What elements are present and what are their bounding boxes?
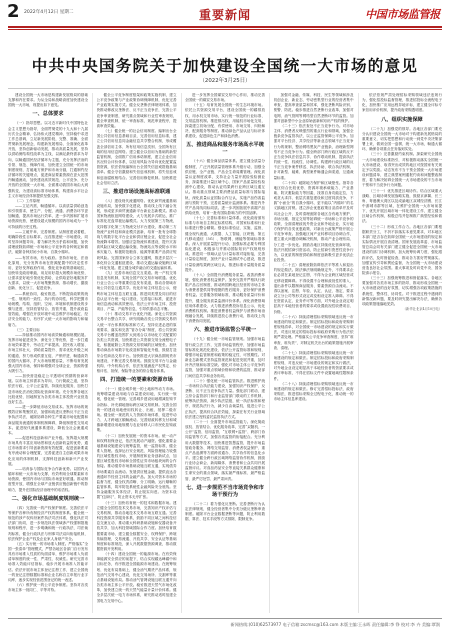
text-column bbox=[274, 93, 354, 613]
article-headline: 中共中央国务院关于加快建设全国统一大市场的意见 bbox=[31, 57, 419, 75]
paragraph: （三十）完善激励约束机制。探索研究全国统一大市场建设标准指引，对积极推动落实全国统一大市场建设、取得突出成效的地区可按国家有关规定予以奖励。动态发布不当干预全国统一大市场建设问题清单，建立典型案例通报约谈和问题整改制度，着力解决妨碍全国统一大市场建设的不当市场干预和不当竞争行为问题。 bbox=[362, 152, 442, 188]
masthead-rule bbox=[8, 26, 442, 28]
paragraph: （二十八）持续清理招标采购领域违反统一市场建设的规定和做法。修订完善招标投标法、政府采购法，推进招标采购全过程电子化，推动统一的市场主体信息库建设。 bbox=[273, 381, 354, 402]
paragraph: 健全公平竞争制度框架和政策实施机制，建立公平竞争政策与产业政策协调保障机制，优化完善产业政策实施方式。健全反垄断法律规则体系，加快推动修改反垄断法、反不正当竞争法，完善公平竞争审查制度，研究重点领域和行业性审查规则，健全审查机制，统一审查标准，规范审查程序，提高审查效能。 bbox=[96, 93, 177, 128]
column-divider bbox=[181, 93, 182, 613]
paragraph: （十五）培育发展全国统一的生态环境市场。依托公共资源交易平台，建设全国统一的碳排放权、用水权交易市场，实行统一规范的行业标准、交易监管机制。推进排污权、用能权市场化交易，探索建立初始分配、有偿使用、市场交易、纠纷解决、配套服务等制度。推动绿色产品认证与标识体系建设，促进绿色生产和绿色消费。 bbox=[185, 103, 265, 139]
headline-divider bbox=[8, 88, 442, 89]
section-heading: 三、推进市场设施高标准联通 bbox=[102, 188, 171, 195]
paragraph: ——培育参与国际竞争合作新优势。以国内大循环和统一大市场为支撑，有效利用全球要素和市场资源，使国内市场与国际市场更好联通。推动制度型开放，增强在全球产业链供应链创新链中的影响力，提升在国际经济治理中的话语权。 bbox=[8, 466, 88, 492]
column-divider bbox=[92, 93, 93, 613]
section-heading: 七、进一步规范不当市场竞争和市场干预行为 bbox=[186, 484, 264, 498]
paragraph: ——促进科技创新和产业升级。发挥超大规模市场具有丰富应用场景和放大创新收益的优势，通过市场需求引导创新资源有效配置，促进创新要素有序流动和合理配置，完善促进自主创新成果市场化应用的体制机制，支撑科技创新和新兴产业发展。 bbox=[8, 436, 88, 466]
paragraph: （一）指导思想。以习近平新时代中国特色社会主义思想为指导，全面贯彻党的十九大和十九届历次全会精神，弘扬伟大建党精神，坚持稳中求进工作总基调，立足新发展阶段，完整、准确、全面贯彻新发展理念，构建新发展格局，全面深化改革开放，坚持创新驱动发展，推动高质量发展，坚持以供给侧结构性改革为主线，以满足最终需求为导向，以畅通国民经济循环为主题，充分发挥法治的引领、规范、保障作用，加快建立全国统一的市场制度规则，打破地方保护和市场分割，打通制约经济循环的关键堵点，促进商品要素资源在更大范围内畅通流动，加快建设高效规范、公平竞争、充分开放的全国统一大市场，全面推动我国市场由大到强转变，为建设高标准市场体系、构建高水平社会主义市场经济体制提供坚强支撑。 bbox=[8, 121, 88, 198]
section-heading: 八、组织实施保障 bbox=[381, 116, 423, 123]
paragraph: （二十二）着力强化反垄断。完善垄断行为认定法律规则，健全经营者集中分类分级反垄断审查制度。破除平台企业数据垄断等问题，防止利用数据、算法、技术手段等方式排除、限制竞争。 bbox=[185, 501, 265, 522]
section-heading: 六、推进市场监管公平统一 bbox=[193, 327, 257, 334]
page-number: 2 bbox=[7, 1, 20, 22]
article-body bbox=[8, 93, 442, 613]
paragraph: （二十五）清理废除妨碍依法平等准入和退出的规定做法。除法律法规明确规定外，不得要求企业必须在某地登记注册，不得为企业跨区域经营或迁移设置障碍。不得设置不合理和歧视性的准入、退出条件以限制商品服务、要素资源自由流动。不得以备案、注册、年检、认定、认证、指定、要求设立分公司等形式设定或变相设定准入障碍。不得在资质认定、业务许可等方面，对外地企业设定明显高于本地经营者的要求或设置歧视性收费项目、价格。 bbox=[273, 263, 354, 314]
section-heading: 四、打造统一的要素和资源市场 bbox=[100, 377, 173, 384]
paragraph: （二十七）持续清理招标采购领域违反统一市场建设的规定和做法。制定招标投标和政府采购制度规则，对违反统一市场建设的规定和实行做法，对外地企业设定明显高于本地经营者的资质要求或者评审标准，不得在招标文件中设置地域性限制条件。 bbox=[273, 350, 354, 381]
paragraph: （三十一）优先推进区域协作。结合区域重大战略、区域协调发展战略实施，鼓励京津冀、长三角、粤港澳大湾区以及成渝地区双城经济圈、长江中游城市群等区域，在维护全国统一大市场前提下，优先开展区域市场一体化建设工作，建立健全区域合作机制，积极总结并复制推广典型经验和做法。 bbox=[362, 188, 442, 224]
paragraph: （二十三）依法查处不正当竞争行为。对市场主体、消费者反映强烈的重点行业和领域，加强全链条竞争监管执法，以公正监管保障公平竞争。加强对平台经济、共享经济等新业态领域不正当竞争行为的规制，整治网络黑灰产业链条，治理新型网络不正当竞争行为。健全跨部门跨行政区域的反不正当竞争执法信息共享、协作联动机制，提高执法的统一性、权威性、协调性。构建跨行政区域的反不正当竞争案件移送、执法协助、联合执法机制，针对新型、疑难、典型案件畅通会商渠道、互通裁量标准。 bbox=[273, 123, 354, 180]
source-note: （新华社北京4月10日电） bbox=[402, 307, 442, 312]
text-column bbox=[8, 93, 88, 613]
paragraph: （二十）强化统一市场监管执法。推进维护统一市场综合执法能力建设，加强知识产权保护、反垄断、反不正当竞争执法力量。强化部门联动，建立综合监管部门和行业监管部门联动的工作机制，统筹执法资源，减少执法层级，统一执法标准和程序，规范执法行为，减少自由裁量权，促进公平公正执法，提高综合执法效能，探索在有关行业领域依法建立授权委托监管执法方式。 bbox=[185, 378, 265, 419]
page-footer: 新闻热线:(010)62573977 电子信箱:zscmsc@163.com 本版主编:王永晖 责任编辑:李 铮 校对:李 卉 美编:覃润 bbox=[230, 622, 440, 627]
section-heading: 二、强化市场基础制度规则统一 bbox=[11, 495, 85, 502]
paragraph: （三）主要目标 bbox=[15, 327, 40, 332]
section-heading: 一、总体要求 bbox=[32, 111, 64, 118]
paragraph: ——进一步降低市场交易成本。发挥市场的规模效应和集聚效应，加强和改进反垄断反不正当竞争执法司法，破除妨碍各种生产要素市场化配置和商品服务流通的体制机制障碍，降低制度性交易成本。促进现代流通体系建设，降低全社会流通成本。 bbox=[8, 405, 88, 435]
paragraph: （九）完善市场信息交互渠道。统一产权交易信息发布机制，实现全国产权交易市场联通。优化行业公告公示等重要信息发布渠道，推动各领域市场公共信息互通共享。优化市场主体信息公示，便利市场主体信息互联互通。推进同类型及同目的信息认证平台统一接口建设，完善接口标准，促进市场信息流动和高效使用。依法公开市场主体、投资项目、产量、产能等信息，引导供需动态平衡。 bbox=[96, 271, 177, 312]
text-column bbox=[362, 93, 442, 613]
issue-date: 2022年4月12日 星期二 bbox=[24, 10, 74, 15]
paragraph: （四）完善统一的产权保护制度。完善依法平等保护各种所有制经济产权的制度体系。健全统一规范的涉产权纠纷案件执法司法体系，强化执法司法部门协同，进一步规范执法领域涉产权强制措施规则和程序，进一步明确和统一行政执法、司法裁判标准，健全行政执法与刑事司法双向衔接机制，依法保护企业产权及企业家人身财产安全。 bbox=[8, 505, 88, 541]
masthead bbox=[0, 0, 450, 30]
paragraph: （十二）加快发展统一的资本市场。统一动产和权利担保登记，依法发展动产融资。强化重要金融基础设施建设与统筹监管，统一监管标准，健全准入管理。选择运行安全规范、风险管理能力较强的区域性股权市场，开展制度和业务创新试点，加强区域性股权市场和全国性证券市场板块间的合作衔接。推动债券市场基础设施互联互通，实现债券市场要素自由流动。发展供应链金融，提供直达各流通环节经营主体的金融产品。加大对资本市场的监督力度，健全权责清晰、分工明确、运行顺畅的监管体系，筑牢防范系统性金融风险安全底线。坚持金融服务实体经济，防止脱实向虚。为资本设置“红绿灯”，防止资本无序扩张。 bbox=[96, 433, 177, 500]
footer-rule bbox=[8, 618, 442, 619]
paragraph: ——加快营造稳定公平透明可预期的营商环境。以市场主体需求为导向，力行简政之道，坚持依法行政，公平公正监管，持续优化服务，加快打造市场化法治化国际化营商环境。充分发挥各地区比较优势，因地制宜为各类市场主体投资兴业营造良好生态。 bbox=[8, 374, 88, 404]
paragraph: （二）工作原理 bbox=[15, 198, 40, 203]
text-column bbox=[97, 93, 177, 613]
paragraph: （二十一）全面提升市场监管能力。深化简政放权、放管结合、优化服务改革，完善“双随机、一公开”监管、信用监管、“互联网+监管”、跨部门协同监管等方式，加强各类监管的衔接配合。充分利用大数据等技术，加快推进智慧监管，提升市场监管政务服务、网络交易监管、消费者权益保护、重点产品追溯等方面跨省通办、共享协作的信息化水平。建立健全跨行政区域网络监管协作机制，鼓励行业协会商会、新闻媒体、消费者和公众共同开展监督评议。对食品药品安全等直接关系群众健康和生命安全的重点领域，落实最严谨标准、最严格监管、最严厉处罚、最严肃问责。 bbox=[185, 419, 265, 481]
paragraph: （五）实行统一的市场准入制度。严格落实“全国一张清单”管理模式，严禁各地区各部门自行发布具有市场准入性质的负面清单，维护市场准入负面清单制度的统一性、严肃性、权威性。研究完善市场准入效能评估指标，稳步开展市场准入效能评估。依法开展市场主体登记注册工作，建立全国统一的登记注册数据标准和企业名称自主申报行业字词库，逐步实现经营范围登记的统一表述。 bbox=[8, 541, 88, 582]
paragraph: （三十三）加强统筹推进和督促落实。各地区要加强对各类市场主体的指导，推动形成全国统一大市场建设的良好氛围，切实增强各项政策措施的系统性、整体性、协同性。对于推进过程中遇到的新情况新问题，要及时研究提出解决办法，确保各项政策措施落地见效。 bbox=[362, 276, 442, 306]
paragraph: （二十九）加强党的领导。各地区各部门要充分认识建设全国统一大市场对于构建新发展格局的重要意义，切实把思想和行动统一到党中央决策部署上来，做到全国一盘棋，统一大市场，畅通大循环，确保各项重点任务落到实处。 bbox=[362, 126, 442, 152]
paragraph: （十一）健全城乡统一的土地和劳动力市场。统筹增量建设用地与存量建设用地，实行统一规划，强化统一管理。完善城乡建设用地增减挂钩节余指标、补充耕地指标跨区域交易机制。完善全国统一的建设用地使用权转让、出租、抵押二级市场。健全统一规范的人力资源市场体系，促进劳动力、人才跨地区顺畅流动。完善财政转移支付和城镇新增建设用地规模与农业转移人口市民化挂钩政策。 bbox=[96, 387, 177, 433]
paragraph: ——立足内需，畅通循环。以高质量供给创造和引领需求，使生产、分配、流通、消费各环节更加畅通，提高市场运行效率，进一步巩固和扩展市场资源优势，使建设超大规模的国内市场成为一个可持续的历史过程。 bbox=[8, 203, 88, 229]
paragraph: （十）推动交易平台优化升级。深化公共资源交易平台整合共享，研究明确各类公共资源交易纳入统一平台体系的标准和方式。坚持应进必进的原则要求，落实和完善“管办分离”制度，将公共资源交易平台覆盖范围扩大到适合以市场化方式配置的各类公共资源，加快推进公共资源交易全流程电子化，积极破除公共资源交易领域的区域壁垒。加快推动商品市场数字化改造和智能化升级，鼓励打造综合性商品交易平台。加快推进大宗商品期现货市场建设，不断完善交易规则。鼓励交易平台与金融机构、中介机构合作，依法发展涵盖产权界定、价格评估、担保、保险等业务的综合服务体系。 bbox=[96, 312, 177, 373]
paragraph: ——系统协同，稳妥推进。不断提高政策的统一性、规则的一致性、执行的协同性，科学把握市场规模、结构、组织、空间、环境和机制建设的步骤与进度，坚持放管结合、放管并重，提升政府监管效能，增强在开放环境中动态维护市场稳定、经济安全的能力，有序扩大统一大市场的影响力和辐射力。 bbox=[8, 291, 88, 327]
paragraph: ——立破并举，完善制度。从制度建设着眼，明确阶段性目标要求，压茬推进统一市场建设，同时坚持问题导向，着力解决突出矛盾和问题，加快清理废除妨碍统一市场和公平竞争的各种规定和做法，破除各种封闭小市场、自我小循环。 bbox=[8, 229, 88, 255]
article-dateline: （2022年3月25日） bbox=[199, 78, 251, 84]
paragraph: ——有效市场，有为政府。坚持市场化、法治化原则，充分发挥市场在资源配置中的决定性作用，更好发挥政府作用，强化竞争政策基础地位，加快转变政府职能，用足用好超大规模市场优势，让需求更好地引领优化供给，让供给更好地服务扩大需求，以统一大市场集聚资源、推动增长、激励创新、优化分工、促进竞争。 bbox=[8, 255, 88, 291]
column-divider bbox=[358, 93, 359, 613]
paragraph: 依法依规严肃处理招标采购领域违法违规行为，强化招投标监督管理，推进招投标全流程电子化，加快推广应用远程异地评标，建立健全评标专家信用评价机制，提升政府采购透明度。 bbox=[362, 93, 442, 113]
masthead-rule-thin bbox=[8, 29, 442, 30]
text-column bbox=[185, 93, 265, 613]
paragraph: （十八）全面提升消费服务质量。改善消费环境，强化消费者权益保护。加快完善并严格执行缺陷产品召回制度，推动跨国跨地区经营的市场主体为消费者提供同等便捷的售后服务，更好保护消费者权益。完善服务领域标准，推动服务质量评价和提升，健全服务质量监测评价体系。深化消费领域信用体系建设，大力推进消费投诉信息公示，优化消费维权机制。推进消费者权益保护与消费市场治理融合发展，持续推进放心消费行动，推动线上线下消费协同发展。 bbox=[185, 272, 265, 324]
paragraph: （十六）健全商品质量体系。建立健全质量分级制度，广泛开展质量管理体系升级行动，加强全供应链、全产业链、产品全生命周期管理。深化质量认证制度改革，支持社会力量开展检验检测业务，探索推进计量区域中心、国家产品质量检验检测中心建设，推动认证结果跨行业跨区域互通互认。推动重点领域主要消费品质量标准与国际接轨，深化质量认证国际合作互认，实施产品伤害监测与预防干预，完善质量统计监测体系。推进内外贸产品同线同标同质。进一步巩固拓展中高端产品供给优势，培育一批有国际影响力的中国品牌。 bbox=[185, 159, 265, 215]
paragraph: （二十四）破除地方保护和区域壁垒。指导各地区综合比较优势、资源环境承载能力、产业基础、防灾避险能力等因素，找准自身功能定位，力戒贪大求洋、低层次重复建设和过度同质竞争，不搞“小而全”的自我小循环，更不能以“内循环”的名义搞地区封锁。建立涉企优惠政策目录清单并及时向社会公开，及时清理废除各地区含有地方保护、市场分割、指定交易等妨碍统一市场和公平竞争的政策，全面清理歧视外资企业和外地企业、实行地方保护的各类优惠政策，对新出台政策严格开展公平竞争审查。加强地区间产业转移项目协调合作，建立重大问题协调解决机制，推动产业合理布局、分工进一步优化。鼓励各地区持续优化营商环境，依法开展招商引资活动，防止招商引资恶性竞争行为，以优质的制度供给和制度创新吸引更多优质企业投资。 bbox=[273, 180, 354, 262]
paragraph: （六）维护统一的公平竞争制度。坚持对各类市场主体一视同仁、平等对待。 bbox=[8, 583, 88, 593]
section-heading: 五、推进商品和服务市场高水平统一 bbox=[186, 142, 264, 156]
paragraph: （十七）完善标准和计量体系。优化政府颁布标准与市场自主制定标准结构，对国家标准和行业标准进行整合精简。强化标准验证、实施、监督，健全现代流通、大数据、人工智能、区块链、第五代移动通信（5G）、物联网、储能等领域标准体系。深入开展质量提升行动，加强标准必要专利国际化建设，积极参与并推动国际知识产权规则形成。推进同一领域认证与计量标准对接衔接，完善计量检定制度，加快产业计量测试中心建设，推进计量检测结果跨区域互认，推进标准计量服务质量提升。 bbox=[185, 216, 265, 272]
paragraph: 建设全国统一大市场是构建新发展格局的基础支撑和内在要求。为从全局和战略高度加快建设全国统一大市场，现提出如下意见。 bbox=[8, 93, 88, 108]
paragraph: （十三）加快培育统一的技术和数据市场。建立健全全国性技术交易市场，完善知识产权评估与交易机制，推动各地技术交易市场互联互通。完善科技资源共享服务体系，鼓励不同区域之间科技信息交流互动，推动重大科研基础设施和仪器设备开放共享，加大科技领域国际合作力度。加快培育数据要素市场，建立健全数据安全、权利保护、跨境传输管理、交易流通、开放共享、安全认证等基础制度和标准规范，深入开展数据资源调查，推动数据资源开发利用。 bbox=[96, 500, 177, 551]
paragraph: 进一步发挥全国煤炭交易中心作用，推动完善全国统一的煤炭交易市场。 bbox=[185, 93, 265, 103]
paragraph: （七）健全统一的社会信用制度。编制出台全国公共信用信息基础目录，完善信用信息标准，建立公共信用信息同金融信息共享整合机制，形成覆盖全部信用主体、所有信用信息类别、全国所有区域的信用信息网络。建立健全以信用为基础的新型监管机制，全面推广信用承诺制度，建立企业信用状况综合评价体系，以信用风险为导向优化配置监管资源，依法依规编制出台全国失信惩戒措施基础清单。健全守信激励和失信惩戒机制，将失信惩戒和惩治腐败相结合。完善信用修复机制。加快推进社会信用立法。 bbox=[96, 129, 177, 185]
paragraph: 加强对金融、传媒、科技、民生等领域和涉及初创企业、新业态、劳动密集型行业的经营者集中审查，提高审查质量和效率，强化垄断风险识别、预警、防范。稳步推进自然垄断行业改革，加强对电网、油气管网等网络型自然垄断环节的监管。加强对创新型中小企业原始创新和知识产权的保护。 bbox=[273, 93, 354, 123]
paragraph: ——持续推动国内市场高效畅通和规模拓展。发挥市场促进竞争、深化分工等优势，进一步打通市场效率提升、劳动生产率提高、居民收入增加、市场主体壮大、供给质量提升、需求优化升级之间的通道，努力形成供需互促、产销并进、畅通高效的国内大循环，扩大市场规模容量，不断培育发展强大国内市场，保持和增强对全球企业、资源的强大吸引力。 bbox=[8, 332, 88, 373]
paragraph: （三十二）形成工作合力。各地区各部门要根据职责分工，不折不扣落实本意见要求，对本地区本部门是否存在妨碍全国统一大市场建设的规定和实际情况开展自查清理。国家发展改革委、市场监管总局会同有关部门建立健全促进全国统一大市场建设的部门协调机制，加大统筹协调力度，强化跟踪评估，及时督促检查，推动各方抓好贯彻落实。加强宣传引导和舆论监督，为全国统一大市场建设营造良好社会氛围。重大事项及时向党中央、国务院请示报告。 bbox=[362, 224, 442, 275]
column-divider bbox=[269, 93, 270, 613]
paragraph: （十四）建设全国统一的能源市场。在有效保障能源安全供应的前提下，结合实现碳达峰碳中和目标任务，有序推进全国能源市场建设。在统筹规划、优化布局基础上，健全油气期货产品体系，规范油气交易中心建设，优化交易场所、交割库等重点基础设施布局。推动油气管网设施互联互通并向各类市场主体公平开放。稳妥推进天然气市场化改革，加快建立统一的天然气能量计量计价体系。健全多层次统一电力市场体系，研究推动适时组建全国电力交易中心。 bbox=[96, 552, 177, 603]
newspaper-brand-logo: 中国市场监管报 bbox=[365, 8, 440, 21]
section-name: 重要新闻 bbox=[198, 8, 251, 22]
paragraph: （八）建设现代流通网络。优化商贸流通基础设施布局，加快数字化建设，推动线上线下融合发展，形成更多商贸流通新平台新业态新模式。推动国家物流枢纽网络建设，大力发展多式联运，推广标准化托盘带板运输模式。大力发展第三方物流，支持数字化第三方物流交付平台建设，推动第三方物流产业科技和商业模式创新，培育一批有全球影响力的数字化平台企业和供应链企业，促进全社会物流降本增效。加强应急物流体系建设，提升灾害高风险区域交通运输设施、物流站点等设防水平和承灾能力，积极防范粮食、能源等重要产品供应短缺风险。完善国家综合立体交通网，推进多层次一体化综合交通枢纽建设，推动交通运输设施跨区域一体化发展。建立健全城乡融合的交通运输体系。 bbox=[96, 198, 177, 270]
paragraph: （十九）健全统一市场监管规则。加强市场监管行政立法工作，完善市场监管程序，加强市场监管标准化规范化建设，依法公开监管标准和规则，增强市场监管制度和政策的稳定性、可预期性。对新业态新模式坚持监管规范和促进发展并重，及时补齐法规和标准空缺。强化对市场主体公平竞争的监管，加强对重点领域价格和收费的监管，推动部门间信息共享和业务协同。 bbox=[185, 337, 265, 378]
paragraph: （二十六）持续清理招标采购领域违反统一市场建设的规定和做法。制定招标投标和政府采购制度规则清单，对全国统一市场建设的规定和实行做法，对违反规定的招标投标和政府采购行为依法依规严肃处理。严格落实公平竞争审查制度，坚持“谁审查、谁负责”，对制定机关出台的政策措施开展审查、清理。 bbox=[273, 314, 354, 350]
